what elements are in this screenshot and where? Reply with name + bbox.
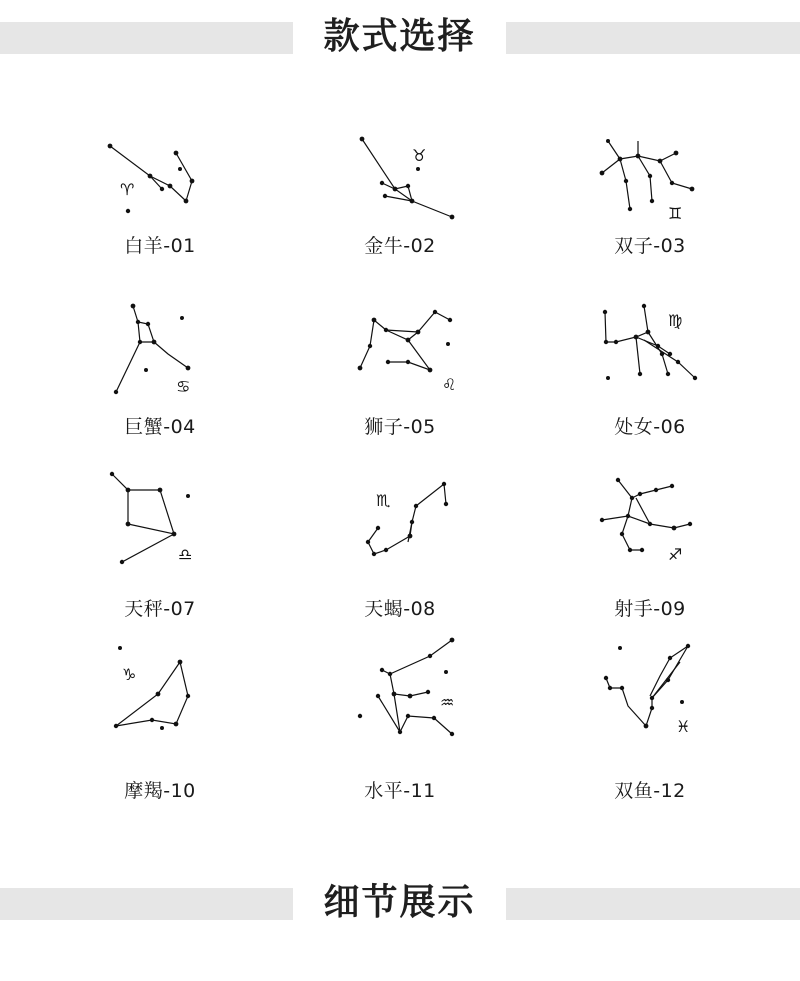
option-label: 双子-03 (614, 235, 686, 257)
capricorn-constellation-icon (50, 665, 270, 776)
scorpio-constellation-icon (290, 491, 510, 594)
option-label: 狮子-05 (364, 416, 436, 438)
option-label: 摩羯-10 (124, 780, 196, 802)
option-capricorn[interactable] (50, 665, 270, 851)
libra-constellation-icon (50, 494, 270, 594)
option-aquarius[interactable] (290, 676, 510, 851)
option-scorpio[interactable] (290, 491, 510, 669)
aries-constellation-icon (50, 131, 270, 231)
zodiac-symbol-icon: ♉ (412, 146, 427, 165)
zodiac-symbol-icon: ♐ (668, 545, 683, 564)
option-libra[interactable] (50, 494, 270, 669)
section-title: 款式选择 (323, 15, 476, 57)
option-label: 水平-11 (364, 780, 436, 802)
option-label: 天秤-07 (124, 598, 196, 620)
zodiac-symbol-icon: ♑ (122, 665, 137, 684)
sagittarius-constellation-icon (540, 494, 760, 594)
zodiac-symbol-icon: ♌ (442, 375, 457, 394)
header-divider-right (506, 888, 800, 920)
option-label: 巨蟹-04 (124, 416, 196, 438)
taurus-constellation-icon (290, 131, 510, 231)
aquarius-constellation-icon (290, 676, 510, 776)
pisces-constellation-icon (540, 676, 760, 776)
section-header-details (0, 870, 800, 930)
zodiac-symbol-icon: ♎ (178, 545, 193, 564)
virgo-constellation-icon (540, 312, 760, 412)
option-label: 白羊-01 (124, 235, 196, 257)
option-label: 金牛-02 (364, 235, 436, 257)
option-leo[interactable] (290, 312, 510, 487)
zodiac-symbol-icon: ♊ (668, 204, 683, 223)
zodiac-symbol-icon: ♍ (668, 311, 683, 330)
leo-constellation-icon (290, 312, 510, 412)
cancer-constellation-icon (50, 312, 270, 412)
option-label: 射手-09 (614, 598, 686, 620)
option-virgo[interactable] (540, 312, 760, 487)
option-sagittarius[interactable] (540, 494, 760, 669)
option-gemini[interactable] (540, 131, 760, 306)
zodiac-symbol-icon: ♈ (120, 180, 135, 199)
option-label: 双鱼-12 (614, 780, 686, 802)
zodiac-symbol-icon: ♏ (376, 491, 391, 510)
option-taurus[interactable] (290, 131, 510, 306)
zodiac-symbol-icon: ♋ (176, 377, 191, 396)
option-label: 天蝎-08 (364, 598, 436, 620)
option-cancer[interactable] (50, 312, 270, 487)
zodiac-symbol-icon: ♒ (440, 693, 455, 712)
option-aries[interactable] (50, 131, 270, 306)
section-title: 细节展示 (323, 881, 476, 923)
option-pisces[interactable] (540, 676, 760, 851)
option-label: 处女-06 (614, 416, 686, 438)
gemini-constellation-icon (540, 131, 760, 231)
zodiac-symbol-icon: ♓ (676, 717, 691, 736)
header-divider-left (0, 888, 293, 920)
